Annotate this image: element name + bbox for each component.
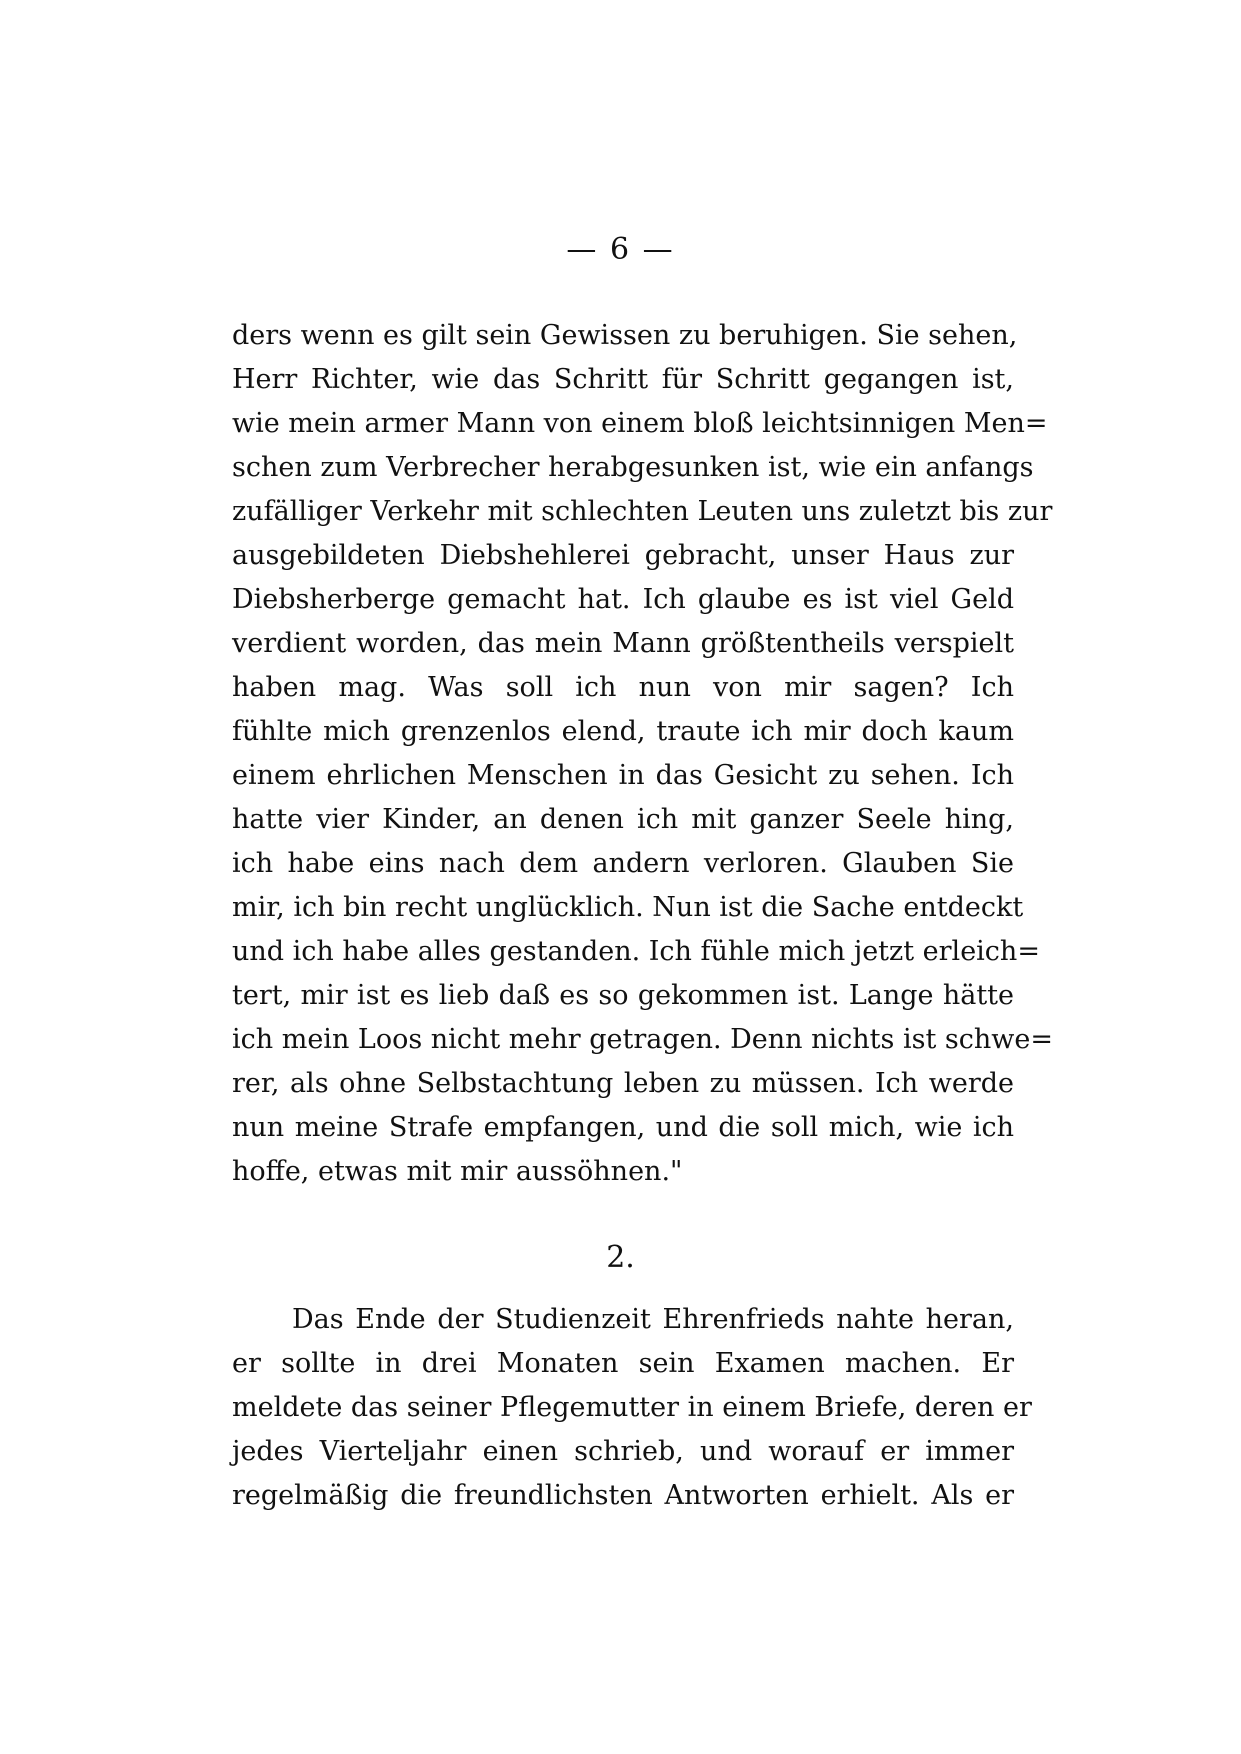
text-line: ders wenn es gilt sein Gewissen zu beruhigen. Sie sehen,: [232, 320, 1018, 351]
text-line: mir, ich bin recht unglücklich. Nun ist die Sache entdeckt: [232, 892, 1024, 923]
text-line: hatte vier Kinder, an denen ich mit ganzer Seele hing,: [232, 804, 1014, 835]
text-line: hoffe, etwas mit mir aussöhnen.": [232, 1156, 683, 1187]
text-line: ich mein Loos nicht mehr getragen. Denn nichts ist schwe=: [232, 1024, 1053, 1055]
text-line: einem ehrlichen Menschen in das Gesicht zu sehen. Ich: [232, 760, 1014, 791]
text-line: und ich habe alles gestanden. Ich fühle mich jetzt erleich=: [232, 936, 1040, 967]
text-line: haben mag. Was soll ich nun von mir sagen? Ich: [232, 672, 1014, 703]
text-line: tert, mir ist es lieb daß es so gekommen ist. Lange hätte: [232, 980, 1014, 1011]
text-line: zufälliger Verkehr mit schlechten Leuten uns zuletzt bis zur: [232, 496, 1053, 527]
text-line: schen zum Verbrecher herabgesunken ist, wie ein anfangs: [232, 452, 1034, 483]
text-line: fühlte mich grenzenlos elend, traute ich mir doch kaum: [232, 716, 1014, 747]
text-line: er sollte in drei Monaten sein Examen machen. Er: [232, 1348, 1014, 1379]
text-line: ich habe eins nach dem andern verloren. Glauben Sie: [232, 848, 1014, 879]
text-line: Das Ende der Studienzeit Ehrenfrieds nahte heran,: [292, 1304, 1014, 1335]
continued-paragraph: [232, 314, 1053, 1194]
text-line: regelmäßig die freundlichsten Antworten erhielt. Als er: [232, 1480, 1014, 1511]
page-number-header: — 6 —: [566, 232, 675, 267]
text-line: nun meine Strafe empfangen, und die soll mich, wie ich: [232, 1112, 1014, 1143]
text-line: verdient worden, das mein Mann größtentheils verspielt: [232, 628, 1014, 659]
section-number: 2.: [606, 1240, 635, 1275]
text-line: Herr Richter, wie das Schritt für Schritt gegangen ist,: [232, 364, 1014, 395]
text-line: wie mein armer Mann von einem bloß leichtsinnigen Men=: [232, 408, 1048, 439]
text-line: meldete das seiner Pflegemutter in einem Briefe, deren er: [232, 1392, 1032, 1423]
text-line: rer, als ohne Selbstachtung leben zu müssen. Ich werde: [232, 1068, 1014, 1099]
text-line: jedes Vierteljahr einen schrieb, und worauf er immer: [232, 1436, 1014, 1467]
text-line: ausgebildeten Diebshehlerei gebracht, unser Haus zur: [232, 540, 1014, 571]
section-paragraph: [232, 1298, 1032, 1518]
text-line: Diebsherberge gemacht hat. Ich glaube es ist viel Geld: [232, 584, 1014, 615]
